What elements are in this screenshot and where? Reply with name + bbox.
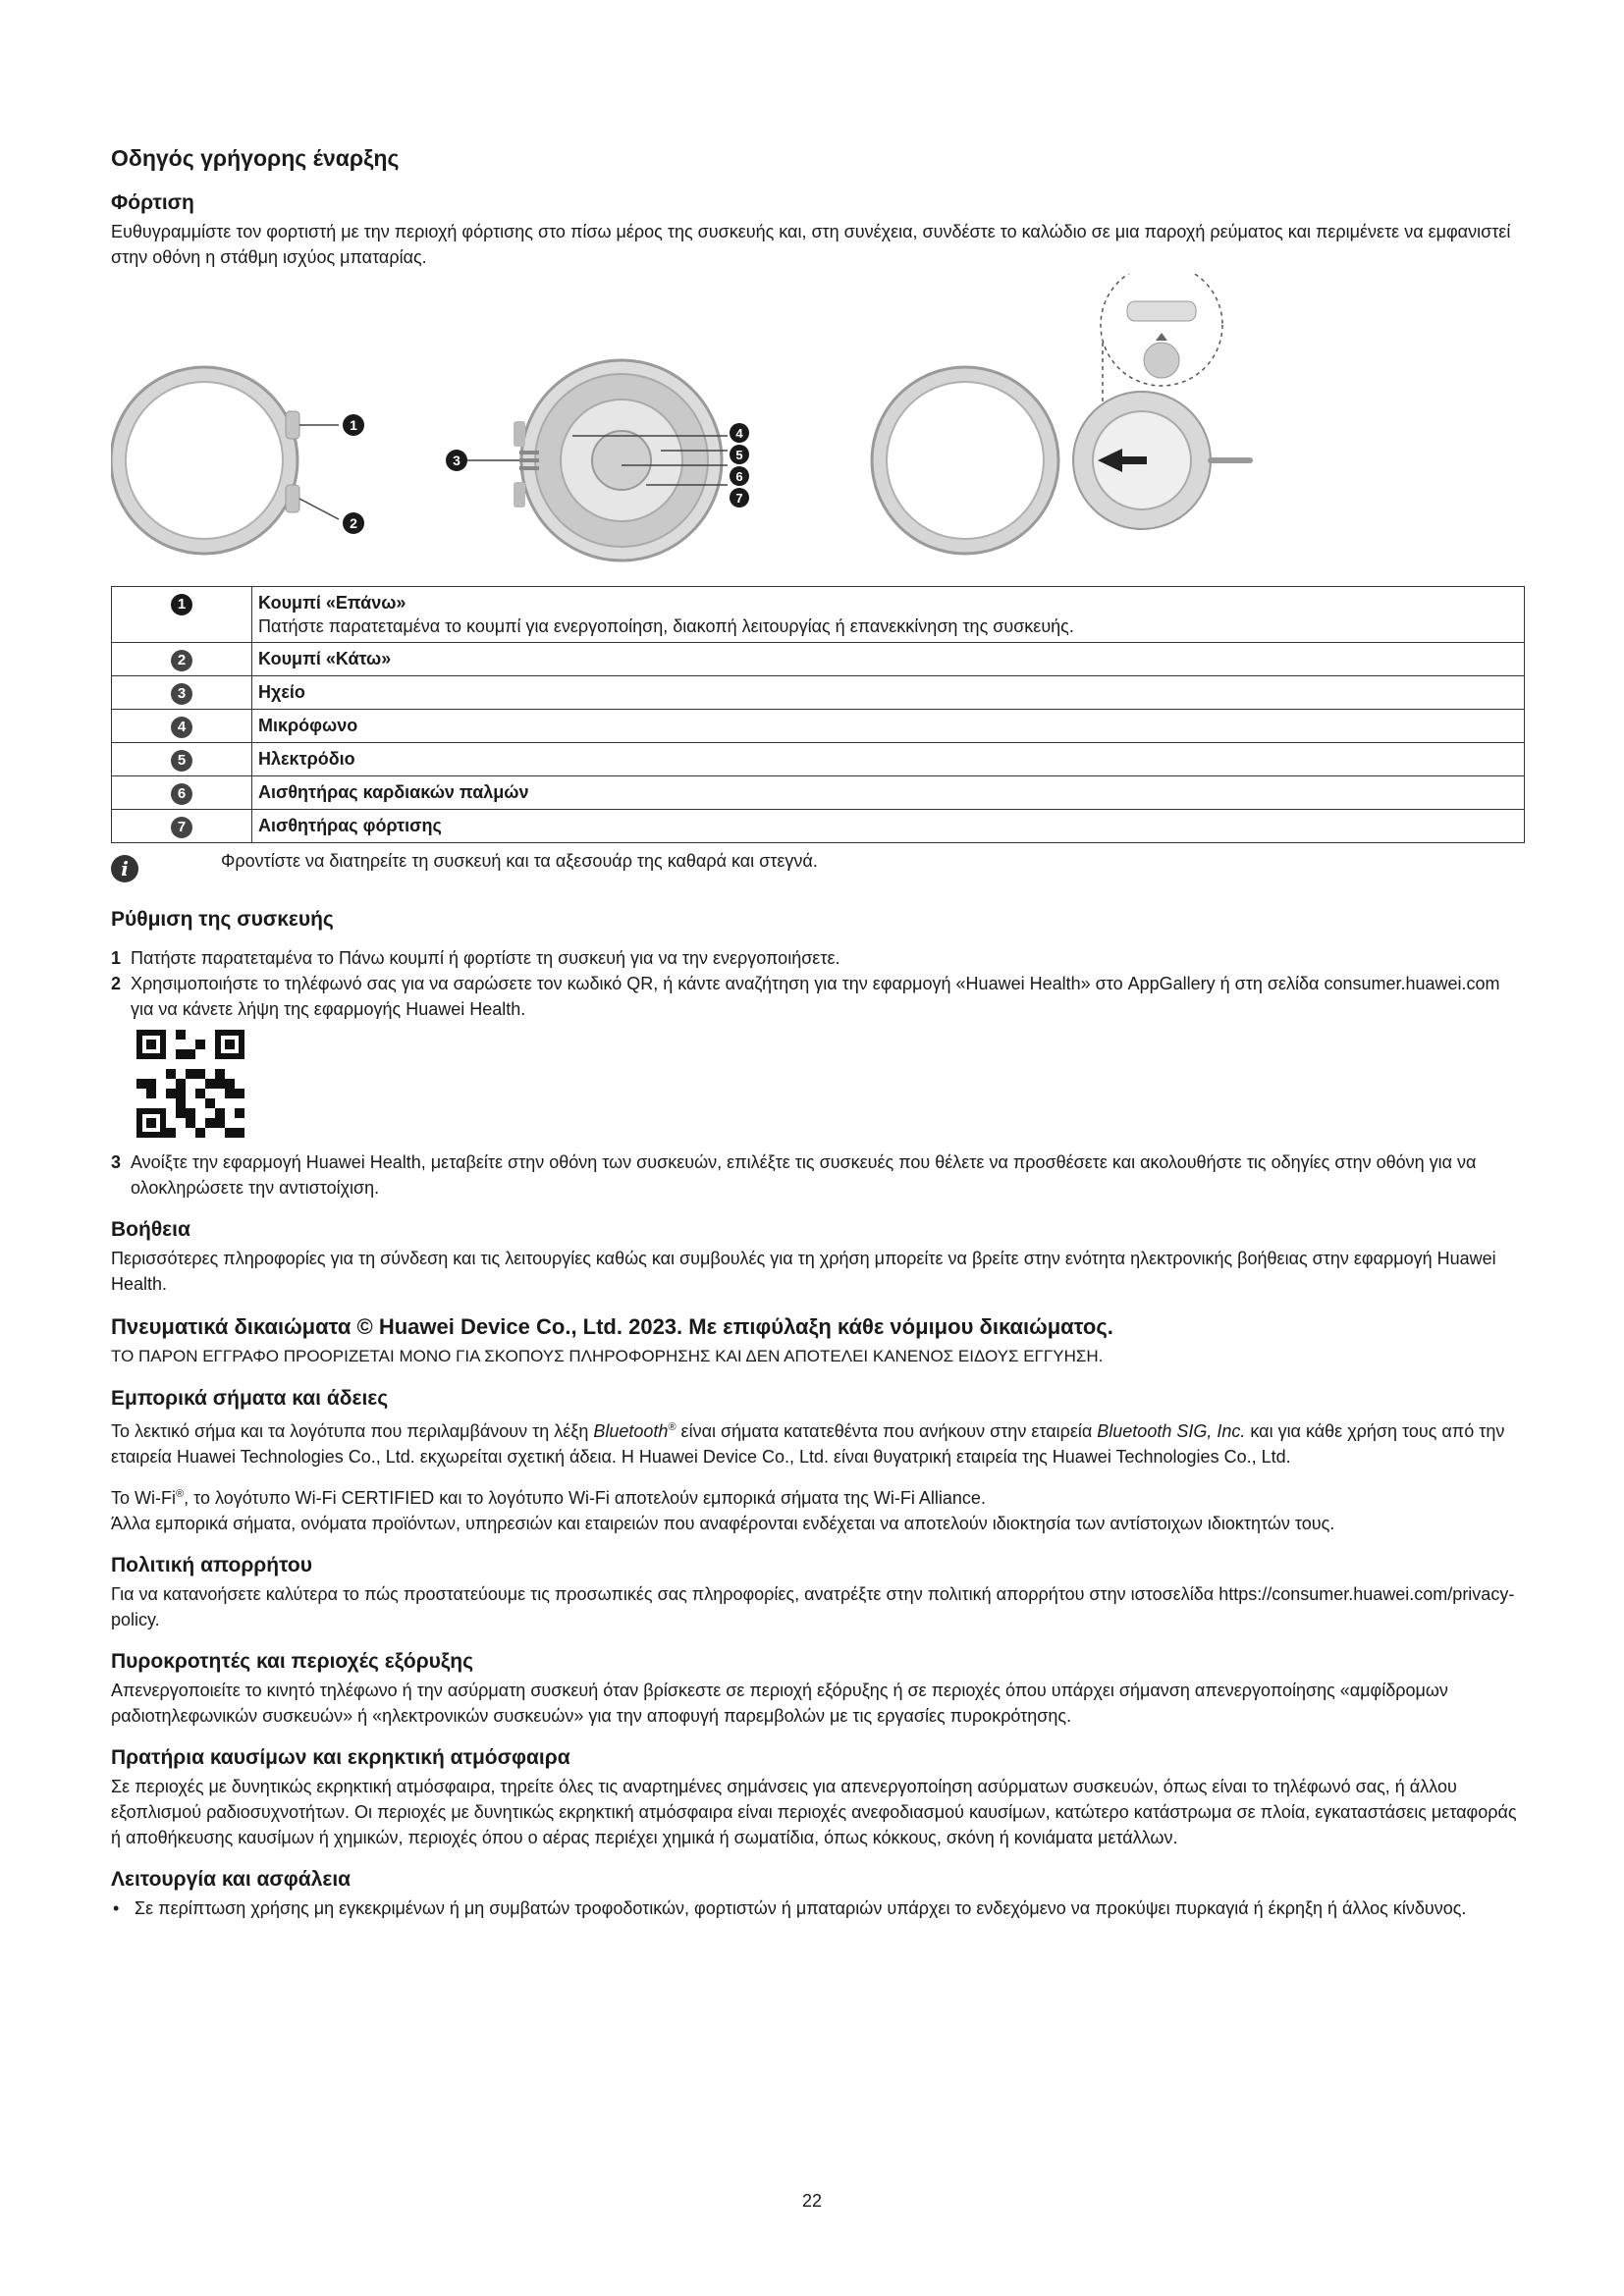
part-number: 5 — [171, 750, 192, 772]
part-label: Κουμπί «Επάνω» — [258, 593, 406, 613]
part-number: 7 — [171, 817, 192, 838]
part-number-cell — [112, 710, 252, 743]
page-title: Οδηγός γρήγορης έναρξης — [111, 145, 400, 171]
part-label: Μικρόφωνο — [252, 710, 1525, 743]
callout-3 — [446, 450, 467, 471]
bluetooth-mark: Bluetooth — [593, 1421, 669, 1441]
callout-6-label: 6 — [735, 469, 743, 484]
blasting-text: Απενεργοποιείτε το κινητό τηλέφωνο ή την ασύρματη συσκευή όταν βρίσκεστε σε περιοχή εξόρυξης ή σε περιοχές όπου υπάρχει σήμανση απενεργοποίησης «αμφίδρομων ραδιοτηλεφωνικών συσκευών» ή «ηλεκτρονικών συσκευών» για την αποφυγή παρεμβολών με τις εργασίες πυροκρότησης. — [111, 1681, 1448, 1726]
charging-text: Ευθυγραμμίστε τον φορτιστή με την περιοχή φόρτισης στο πίσω μέρος της συσκευής και, στη συνέχεια, συνδέστε το καλώδιο σε μια παροχή ρεύματος και περιμένετε να εμφανιστεί στην οθόνη η στάθμη ισχύος μπαταρίας. — [111, 222, 1511, 267]
setup-heading: Ρύθμιση της συσκευής — [111, 908, 334, 931]
callout-6 — [730, 466, 749, 486]
step-text: Χρησιμοποιήστε το τηλέφωνό σας για να σαρώσετε τον κωδικό QR, ή κάντε αναζήτηση για την εφαρμογή «Huawei Health» στο AppGallery ή στη σελίδα consumer.huawei.com για να κάνετε λήψη της εφαρμογής Huawei Health. — [131, 974, 1500, 1019]
bluetooth-sig-name: Bluetooth SIG, Inc. — [1097, 1421, 1246, 1441]
trademarks-section — [111, 1387, 1525, 1536]
table-row — [112, 643, 1525, 676]
copyright-heading: Πνευματικά δικαιώματα © Huawei Device Co., Ltd. 2023. Με επιφύλαξη κάθε νόμιμου δικαιώματος. — [111, 1314, 1113, 1339]
callout-2-label: 2 — [350, 515, 357, 531]
step-text: Πατήστε παρατεταμένα το Πάνω κουμπί ή φορτίστε τη συσκευή για να την ενεργοποιήσετε. — [131, 948, 840, 968]
step-number: 3 — [111, 1152, 122, 1172]
callout-1 — [343, 414, 364, 436]
qr-code — [136, 1030, 244, 1138]
trademarks-paragraph-2 — [111, 1481, 1525, 1511]
page-content — [111, 145, 1525, 1939]
privacy-section — [111, 1554, 1525, 1632]
trademarks-text: Το Wi-Fi — [111, 1488, 177, 1508]
table-row — [112, 810, 1525, 843]
list-item — [111, 971, 1525, 1022]
copyright-text: ΤΟ ΠΑΡΟΝ ΕΓΓΡΑΦΟ ΠΡΟΟΡΙΖΕΤΑΙ ΜΟΝΟ ΓΙΑ ΣΚΟΠΟΥΣ ΠΛΗΡΟΦΟΡΗΣΗΣ ΚΑΙ ΔΕΝ ΑΠΟΤΕΛΕΙ ΚΑΝΕΝΟΣ ΕΙΔΟΥΣ ΕΓΓΥΗΣΗ. — [111, 1347, 1104, 1365]
part-number-cell — [112, 810, 252, 843]
setup-section — [111, 908, 1525, 1201]
help-text: Περισσότερες πληροφορίες για τη σύνδεση και τις λειτουργίες καθώς και συμβουλές για τη χρήση μπορείτε να βρείτε στην ενότητα ηλεκτρονικής βοήθειας στην εφαρμογή Huawei Health. — [111, 1249, 1496, 1294]
watch-front — [111, 367, 339, 554]
part-label: Αισθητήρας φόρτισης — [252, 810, 1525, 843]
safety-section — [111, 1868, 1525, 1921]
care-note — [111, 851, 1525, 890]
parts-table — [111, 586, 1525, 843]
registered-mark: ® — [668, 1421, 677, 1433]
part-number-cell — [112, 676, 252, 710]
part-number: 4 — [171, 717, 192, 738]
trademarks-text: και για κάθε χρήση τους από την εταιρεία Huawei Technologies Co., Ltd. εκχωρείται σχετική άδεια. Η Huawei Device Co., Ltd. είναι θυγατρική εταιρεία της Huawei Technologies Co., Ltd. — [111, 1421, 1505, 1467]
callout-5-label: 5 — [735, 448, 743, 462]
trademarks-text: , το λογότυπο Wi-Fi CERTIFIED και το λογότυπο Wi-Fi αποτελούν εμπορικά σήματα της Wi-Fi Alliance. — [184, 1488, 986, 1508]
watch-with-charger — [872, 274, 1250, 554]
copyright-section — [111, 1314, 1525, 1369]
watch-diagram — [111, 274, 1525, 586]
part-number-cell — [112, 776, 252, 810]
step-number: 1 — [111, 948, 122, 968]
fuel-heading: Πρατήρια καυσίμων και εκρηκτική ατμόσφαιρα — [111, 1746, 570, 1769]
blasting-heading: Πυροκροτητές και περιοχές εξόρυξης — [111, 1650, 474, 1673]
part-number: 1 — [171, 594, 192, 615]
list-item — [111, 945, 1525, 971]
safety-heading: Λειτουργία και ασφάλεια — [111, 1868, 352, 1891]
table-row — [112, 587, 1525, 643]
part-number-cell — [112, 643, 252, 676]
part-cell — [252, 587, 1525, 643]
part-number: 6 — [171, 783, 192, 805]
table-row — [112, 676, 1525, 710]
blasting-section — [111, 1650, 1525, 1729]
trademarks-paragraph-3: Άλλα εμπορικά σήματα, ονόματα προϊόντων, υπηρεσιών και εταιρειών που αναφέρονται ενδέχεται να αποτελούν ιδιοκτησία των αντίστοιχων ιδιοκτητών τους. — [111, 1514, 1335, 1533]
table-row — [112, 776, 1525, 810]
fuel-text: Σε περιοχές με δυνητικώς εκρηκτική ατμόσφαιρα, τηρείτε όλες τις αναρτημένες σημάνσεις για απενεργοποίηση ασύρματων συσκευών, όπως είναι το τηλέφωνό σας, ή άλλου εξοπλισμού ραδιοσυχνοτήτων. Οι περιοχές με δυνητικώς εκρηκτική ατμόσφαιρα είναι περιοχές ανεφοδιασμού καυσίμων, κατώτερο κατάστρωμα σε πλοία, εγκαταστάσεις μεταφοράς ή αποθήκευσης καυσίμων ή χημικών, περιοχές όπου ο αέρας περιέχει χημικά ή σωματίδια, όπως κόκκους, σκόνη ή κονιάματα μετάλλων. — [111, 1777, 1517, 1847]
callout-4-label: 4 — [735, 426, 743, 441]
help-section — [111, 1218, 1525, 1297]
part-description: Πατήστε παρατεταμένα το κουμπί για ενεργοποίηση, διακοπή λειτουργίας ή επανεκκίνηση της συσκευής. — [258, 616, 1074, 636]
list-item — [111, 1149, 1525, 1201]
trademarks-text: Το λεκτικό σήμα και τα λογότυπα που περιλαμβάνουν τη λέξη — [111, 1421, 594, 1441]
part-label: Ηλεκτρόδιο — [252, 743, 1525, 776]
note-text: Φροντίστε να διατηρείτε τη συσκευή και τα αξεσουάρ της καθαρά και στεγνά. — [221, 851, 818, 871]
callout-7 — [730, 488, 749, 507]
callout-4 — [730, 423, 749, 443]
part-number: 2 — [171, 650, 192, 671]
callout-1-label: 1 — [350, 417, 357, 433]
info-icon: i — [111, 855, 138, 882]
watch-back — [464, 360, 728, 561]
part-label: Αισθητήρας καρδιακών παλμών — [252, 776, 1525, 810]
fuel-section — [111, 1746, 1525, 1850]
list-item: • Σε περίπτωση χρήσης μη εγκεκριμένων ή μη συμβατών τροφοδοτικών, φορτιστών ή μπαταριών υπάρχει το ενδεχόμενο να προκύψει πυρκαγιά ή έκρηξη ή άλλος κίνδυνος. — [111, 1896, 1525, 1921]
trademarks-text: είναι σήματα κατατεθέντα που ανήκουν στην εταιρεία — [676, 1421, 1098, 1441]
callout-3-label: 3 — [453, 453, 460, 468]
trademarks-heading: Εμπορικά σήματα και άδειες — [111, 1387, 389, 1410]
help-heading: Βοήθεια — [111, 1218, 190, 1241]
table-row — [112, 710, 1525, 743]
charging-section — [111, 191, 1525, 270]
setup-steps — [111, 945, 1525, 1022]
qr-code-graphic — [136, 1030, 244, 1138]
part-label: Ηχείο — [252, 676, 1525, 710]
table-row — [112, 743, 1525, 776]
part-number: 3 — [171, 683, 192, 705]
part-label: Κουμπί «Κάτω» — [252, 643, 1525, 676]
registered-mark: ® — [176, 1488, 185, 1500]
step-number: 2 — [111, 974, 122, 993]
setup-steps-continued — [111, 1149, 1525, 1201]
callout-7-label: 7 — [735, 491, 743, 506]
part-number-cell — [112, 743, 252, 776]
step-text: Ανοίξτε την εφαρμογή Huawei Health, μεταβείτε στην οθόνη των συσκευών, επιλέξτε τις συσκευές που θέλετε να προσθέσετε και ακολουθήστε τις οδηγίες στην οθόνη για να ολοκληρώσετε την αντιστοίχιση. — [131, 1152, 1477, 1198]
privacy-text: Για να κατανοήσετε καλύτερα το πώς προστατεύουμε τις προσωπικές σας πληροφορίες, ανατρέξτε στην πολιτική απορρήτου στην ιστοσελίδα https://consumer.huawei.com/privacy-policy. — [111, 1584, 1515, 1629]
privacy-heading: Πολιτική απορρήτου — [111, 1554, 312, 1576]
callout-2 — [343, 512, 364, 534]
page-number: 22 — [801, 2191, 823, 2211]
watch-illustration — [111, 274, 1525, 586]
callout-5 — [730, 445, 749, 464]
part-number-cell — [112, 587, 252, 643]
trademarks-paragraph-1 — [111, 1415, 1525, 1469]
charging-heading: Φόρτιση — [111, 191, 194, 214]
